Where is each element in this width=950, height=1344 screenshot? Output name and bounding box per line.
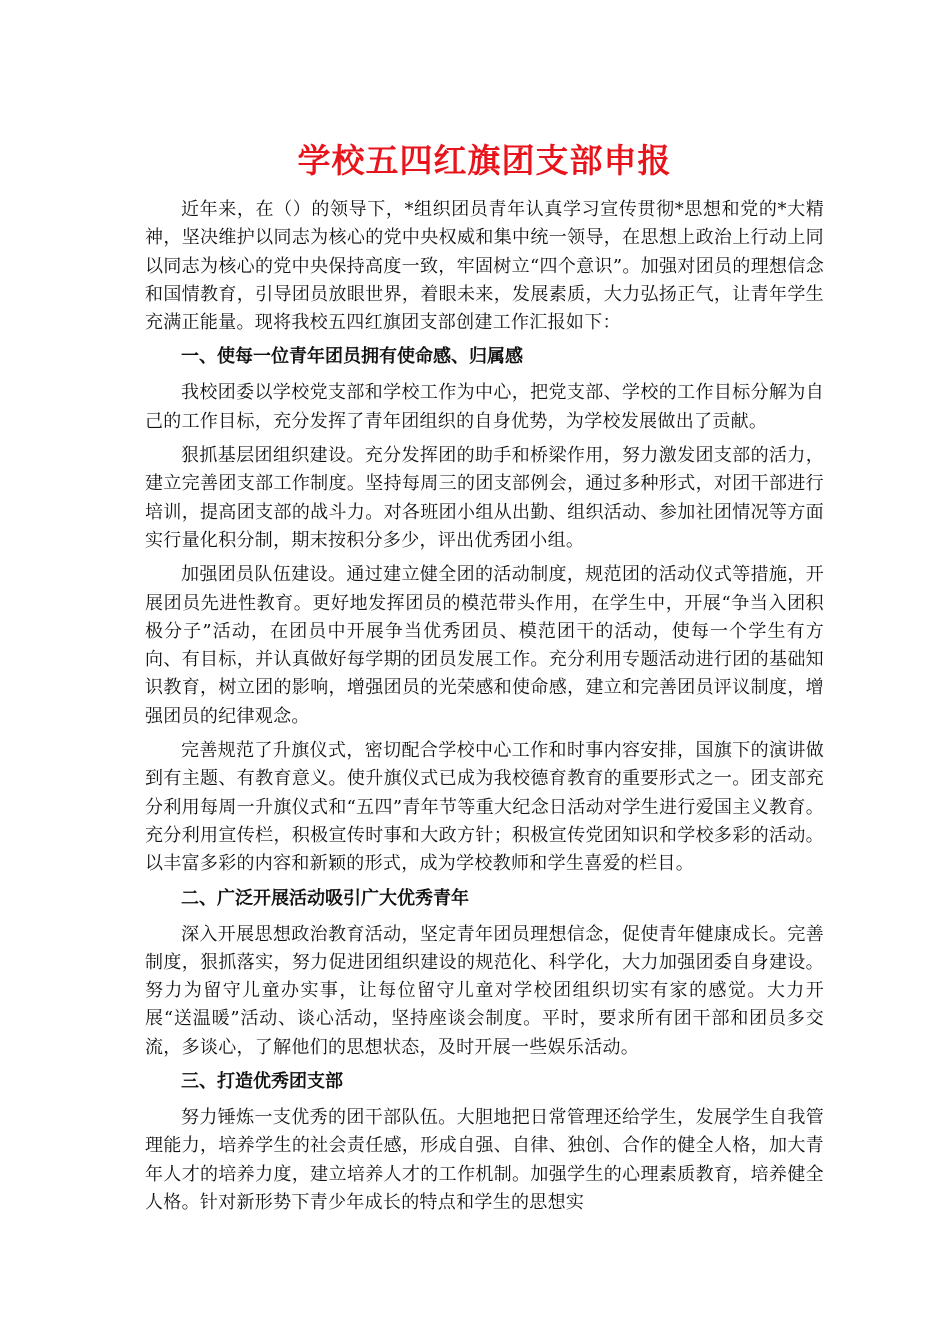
- section-heading-2: 二、广泛开展活动吸引广大优秀青年: [181, 887, 469, 909]
- section1-paragraph-1: 我校团委以学校党支部和学校工作为中心，把党支部、学校的工作目标分解为自己的工作目标，充分发挥了青年团组织的自身优势，为学校发展做出了贡献。: [145, 382, 824, 432]
- section-heading-1: 一、使每一位青年团员拥有使命感、归属感: [181, 346, 523, 368]
- section1-paragraph-2: 狠抓基层团组织建设。充分发挥团的助手和桥梁作用，努力激发团支部的活力，建立完善团支部工作制度。坚持每周三的团支部例会，通过多种形式，对团干部进行培训，提高团支部的战斗力。对各班团小组从出勤、组织活动、参加社团情况等方面实行量化积分制，期末按积分多少，评出优秀团小组。: [145, 445, 824, 551]
- intro-paragraph: 近年来，在（）的领导下，*组织团员青年认真学习宣传贯彻*思想和党的*大精神，坚决维护以同志为核心的党中央权威和集中统一领导，在思想上政治上行动上同以同志为核心的党中央保持高度一致，牢固树立“四个意识”。加强对团员的理想信念和国情教育，引导团员放眼世界，着眼未来，发展素质，大力弘扬正气，让青年学生充满正能量。现将我校五四红旗团支部创建工作汇报如下：: [145, 199, 824, 334]
- section1-paragraph-3: 加强团员队伍建设。通过建立健全团的活动制度，规范团的活动仪式等措施，开展团员先进性教育。更好地发挥团员的模范带头作用，在学生中，开展“争当入团积极分子”活动，在团员中开展争当优秀团员、模范团干的活动，使每一个学生有方向、有目标，并认真做好每学期的团员发展工作。充分利用专题活动进行团的基础知识教育，树立团的影响，增强团员的光荣感和使命感，建立和完善团员评议制度，增强团员的纪律观念。: [145, 564, 824, 727]
- section1-paragraph-4: 完善规范了升旗仪式，密切配合学校中心工作和时事内容安排，国旗下的演讲做到有主题、有教育意义。使升旗仪式已成为我校德育教育的重要形式之一。团支部充分利用每周一升旗仪式和“五四”青年节等重大纪念日活动对学生进行爱国主义教育。充分利用宣传栏，积极宣传时事和大政方针；积极宣传党团知识和学校多彩的活动。以丰富多彩的内容和新颖的形式，成为学校教师和学生喜爱的栏目。: [145, 740, 824, 875]
- section-heading-3: 三、打造优秀团支部: [181, 1071, 343, 1093]
- section2-paragraph-1: 深入开展思想政治教育活动，坚定青年团员理想信念，促使青年健康成长。完善制度，狠抓落实，努力促进团组织建设的规范化、科学化，大力加强团委自身建设。努力为留守儿童办实事，让每位留守儿童对学校团组织切实有家的感觉。大力开展“送温暖”活动、谈心活动，坚持座谈会制度。平时，要求所有团干部和团员多交流，多谈心，了解他们的思想状态，及时开展一些娱乐活动。: [145, 923, 824, 1058]
- document-title: 学校五四红旗团支部申报: [297, 141, 672, 180]
- section3-paragraph-1: 努力锤炼一支优秀的团干部队伍。大胆地把日常管理还给学生，发展学生自我管理能力，培养学生的社会责任感，形成自强、自律、独创、合作的健全人格，加大青年人才的培养力度，建立培养人才的工作机制。加强学生的心理素质教育，培养健全人格。针对新形势下青少年成长的特点和学生的思想实: [145, 1107, 824, 1213]
